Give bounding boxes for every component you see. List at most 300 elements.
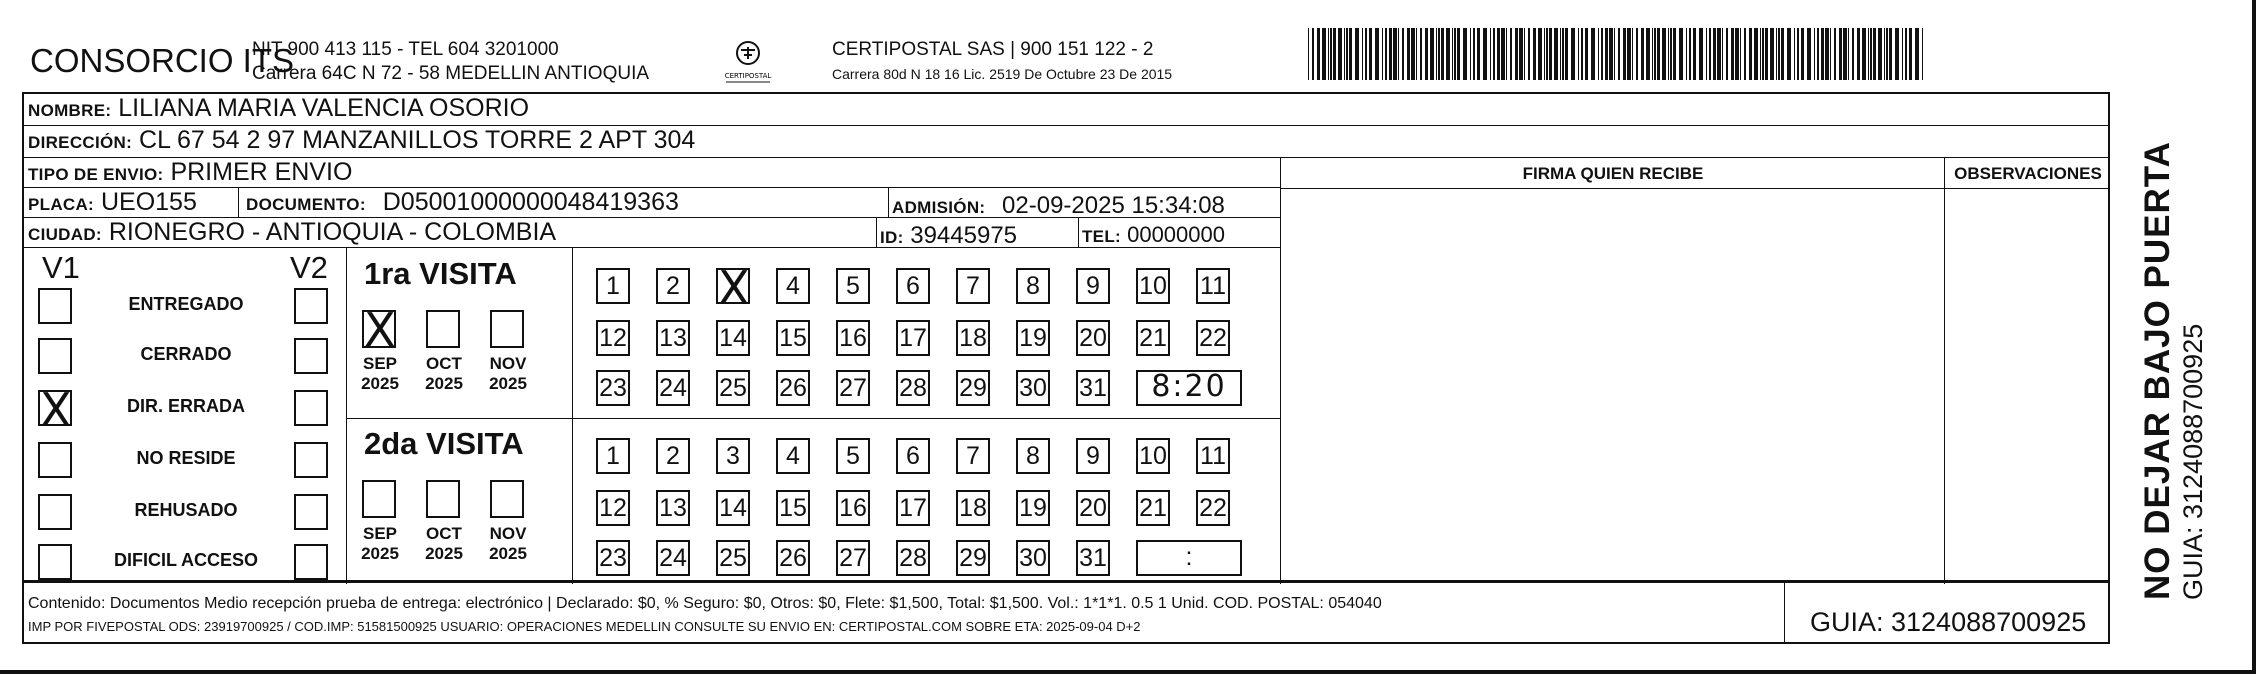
month-checkbox[interactable] [490,480,524,518]
placa-label: PLACA: [28,195,95,214]
day-box[interactable] [716,261,750,315]
barcode-bar [1915,28,1919,80]
barcode-bar [1385,28,1387,80]
year-label: 2025 [425,544,463,563]
barcode-bar [1524,28,1525,80]
day-box[interactable]: 27 [836,370,870,406]
month-label: OCT [426,354,462,373]
status-label: REHUSADO [134,500,238,520]
documento-value: D05001000000048419363 [382,188,679,216]
day-box[interactable]: 18 [956,490,990,526]
day-box[interactable]: 20 [1076,490,1110,526]
barcode-bar [1760,28,1761,80]
barcode-bar [1473,28,1475,80]
barcode-bar [1452,28,1453,80]
barcode-bar [1317,28,1320,80]
barcode-bar [1554,28,1558,80]
barcode-bar [1754,28,1758,80]
row-nombre [24,94,2108,126]
barcode-bar [1549,28,1552,80]
barcode-bar [1349,28,1352,80]
barcode-bar [1344,28,1345,80]
barcode-bar [1686,28,1687,80]
barcode-bar [1425,28,1428,80]
barcode-bar [1538,28,1542,80]
divider [1280,158,1281,584]
day-box[interactable]: 26 [776,370,810,406]
year-label: 2025 [425,374,463,393]
divider [238,188,239,218]
barcode-bar [1821,28,1824,80]
v2-checkbox[interactable] [294,338,328,374]
barcode-bar [1878,28,1882,80]
day-box[interactable]: 26 [776,540,810,576]
divider [346,418,1280,419]
barcode [1308,28,1930,80]
barcode-bar [1510,28,1512,80]
barcode-bar [1470,28,1471,80]
status-label: DIFICIL ACCESO [113,550,258,570]
day-box[interactable]: 5 [836,438,870,474]
day-box[interactable]: 22 [1196,320,1230,356]
ciudad-value: RIONEGRO - ANTIOQUIA - COLOMBIA [108,218,557,246]
barcode-bar [1909,28,1912,80]
year-label: 2025 [361,544,399,563]
v2-header: V2 [290,250,328,285]
header [0,0,2150,90]
barcode-bar [1693,28,1696,80]
barcode-bar [1375,28,1379,80]
form-table [22,92,2110,582]
barcode-bar [1477,28,1480,80]
barcode-bar [1562,28,1564,80]
day-box[interactable]: 4 [776,268,810,304]
day-box[interactable]: 31 [1076,540,1110,576]
month-label: SEP [362,354,398,373]
v2-checkbox[interactable] [294,390,328,426]
barcode-bar [1689,28,1691,80]
month-label: OCT [426,524,462,543]
barcode-bar [1787,28,1791,80]
company-address: Carrera 64C N 72 - 58 MEDELLIN ANTIOQUIA [252,63,650,84]
day-box[interactable]: 30 [1016,370,1050,406]
day-box[interactable]: 10 [1136,438,1170,474]
company-nit-tel: NIT 900 413 115 - TEL 604 3201000 [252,39,559,60]
day-box[interactable]: 1 [596,268,630,304]
day-box[interactable]: 7 [956,438,990,474]
svg-text:CERTIPOSTAL: CERTIPOSTAL [724,72,772,80]
divider [346,248,347,584]
barcode-bar [1744,28,1746,80]
barcode-bar [1493,28,1495,80]
barcode-bar [1338,28,1342,80]
day-box[interactable]: 31 [1076,370,1110,406]
barcode-bar [1713,28,1716,80]
barcode-bar [1797,28,1799,80]
time-value: : [1185,543,1193,571]
day-box[interactable]: 13 [656,320,690,356]
day-box[interactable]: 9 [1076,268,1110,304]
v2-checkbox[interactable] [294,494,328,530]
day-box[interactable]: 29 [956,370,990,406]
barcode-bar [1762,28,1764,80]
company-name: CONSORCIO ITS [30,42,295,79]
barcode-bar [1623,28,1626,80]
tel-cell [1082,222,1225,248]
x-mark: X [364,303,396,357]
barcode-bar [1312,28,1314,80]
month-label: NOV [489,354,527,373]
v1-checkbox[interactable] [38,288,72,324]
barcode-bar [1544,28,1545,80]
barcode-bar [1601,28,1603,80]
day-box[interactable]: 15 [776,320,810,356]
barcode-bar [1868,28,1869,80]
v2-checkbox[interactable] [294,544,328,580]
barcode-bar [1614,28,1615,80]
barcode-bar [1501,28,1505,80]
row-direccion [24,126,2108,158]
barcode-bar [1632,28,1633,80]
day-box[interactable]: 18 [956,320,990,356]
barcode-bar [1490,28,1491,80]
month-label: NOV [489,524,527,543]
no-dejar-warning: NO DEJAR BAJO PUERTA [2138,141,2177,600]
barcode-bar [1382,28,1383,80]
time-box[interactable] [1136,540,1242,576]
day-box[interactable]: 21 [1136,320,1170,356]
barcode-bar [1308,28,1309,80]
admision-label: ADMISIÓN: [892,198,986,217]
barcode-bar [1463,28,1467,80]
barcode-bar [1830,28,1831,80]
barcode-bar [1839,28,1842,80]
day-box[interactable]: 24 [656,540,690,576]
v1-checkbox[interactable] [38,494,72,530]
status-label: DIR. ERRADA [126,396,245,416]
barcode-bar [1393,28,1397,80]
day-box[interactable]: 19 [1016,490,1050,526]
day-box[interactable]: 13 [656,490,690,526]
barcode-bar [1533,28,1536,80]
barcode-bar [1636,28,1638,80]
day-box[interactable]: 16 [836,490,870,526]
divider [1944,158,1945,584]
barcode-bar [1402,28,1404,80]
day-box[interactable]: 2 [656,268,690,304]
day-box[interactable]: 8 [1016,268,1050,304]
day-box[interactable]: 25 [716,540,750,576]
barcode-bar [1581,28,1583,80]
footer-guia: GUIA: 3124088700925 [1810,607,2087,637]
day-box[interactable]: 11 [1196,268,1230,304]
barcode-bar [1862,28,1866,80]
barcode-bar [1430,28,1434,80]
barcode-bar [1843,28,1847,80]
barcode-bar [1726,28,1728,80]
day-box[interactable]: 7 [956,268,990,304]
barcode-bar [1870,28,1872,80]
barcode-bar [1807,28,1811,80]
barcode-bar [1483,28,1487,80]
barcode-bar [1578,28,1579,80]
barcode-bar [1902,28,1903,80]
barcode-bar [1627,28,1631,80]
barcode-bar [1362,28,1363,80]
tel-value: 00000000 [1127,222,1225,247]
barcode-bar [1407,28,1410,80]
barcode-bar [1398,28,1399,80]
divider [572,248,573,584]
placa-value: UEO155 [100,188,197,216]
month-checkbox[interactable] [490,310,524,348]
v1-checkbox[interactable] [38,383,72,437]
barcode-bar [1848,28,1849,80]
barcode-bar [1411,28,1415,80]
day-box[interactable]: 12 [596,320,630,356]
barcode-bar [1825,28,1829,80]
barcode-bar [1794,28,1795,80]
barcode-bar [1889,28,1892,80]
divider [888,188,889,218]
v1-header: V1 [42,250,80,285]
barcode-bar [1770,28,1774,80]
barcode-bar [1817,28,1819,80]
barcode-bar [1722,28,1723,80]
barcode-bar [1814,28,1815,80]
barcode-bar [1679,28,1683,80]
barcode-bar [1585,28,1588,80]
barcode-bar [1895,28,1899,80]
barcode-bar [1699,28,1703,80]
v2-checkbox[interactable] [294,288,328,324]
x-mark: X [40,383,72,437]
barcode-bar [1389,28,1392,80]
barcode-bar [1322,28,1326,80]
barcode-bar [1749,28,1752,80]
admision-cell [892,192,1225,220]
barcode-bar [1646,28,1650,80]
barcode-bar [1446,28,1450,80]
barcode-bar [1740,28,1741,80]
barcode-bar [1365,28,1367,80]
day-box[interactable]: 11 [1196,438,1230,474]
day-box[interactable]: 22 [1196,490,1230,526]
day-box[interactable]: 17 [896,320,930,356]
barcode-bar [1673,28,1676,80]
barcode-bar [1519,28,1523,80]
day-box[interactable]: 8 [1016,438,1050,474]
barcode-bar [1609,28,1613,80]
day-box[interactable]: 1 [596,438,630,474]
company-info [252,38,649,86]
day-box[interactable]: 6 [896,268,930,304]
day-box[interactable]: 5 [836,268,870,304]
documento-label: DOCUMENTO: [246,195,366,214]
barcode-bar [1706,28,1707,80]
divider [1280,188,2110,189]
barcode-bar [1441,28,1444,80]
month-checkbox[interactable] [362,303,396,357]
id-value: 39445975 [910,222,1018,249]
barcode-bar [1330,28,1332,80]
observaciones-header: OBSERVACIONES [1954,164,2102,183]
x-mark: X [718,261,750,315]
day-box[interactable]: 23 [596,540,630,576]
barcode-bar [1834,28,1836,80]
divider [876,218,877,248]
day-box[interactable]: 24 [656,370,690,406]
documento-cell [242,188,679,218]
barcode-bar [1641,28,1644,80]
day-box[interactable]: 17 [896,490,930,526]
barcode-bar [1457,28,1460,80]
barcode-bar [1571,28,1575,80]
day-box[interactable]: 12 [596,490,630,526]
footer-print-info: IMP POR FIVEPOSTAL ODS: 23919700925 / COD.IMP: 51581500925 USUARIO: OPERACIONES MEDELLIN CONSULTE SU ENVIO EN: CERTIPOSTAL.COM SOBRE ETA: 2025-09-04 D+2 [28,619,1141,634]
day-box[interactable]: 28 [896,370,930,406]
day-box[interactable]: 20 [1076,320,1110,356]
barcode-bar [1652,28,1653,80]
divider [1078,218,1079,248]
day-box[interactable]: 23 [596,370,630,406]
day-box[interactable]: 25 [716,370,750,406]
year-label: 2025 [489,544,527,563]
day-box[interactable]: 16 [836,320,870,356]
barcode-bar [1369,28,1372,80]
barcode-bar [1852,28,1854,80]
barcode-bar [1717,28,1721,80]
v2-checkbox[interactable] [294,442,328,478]
day-box[interactable]: 28 [896,540,930,576]
time-box[interactable] [1136,370,1242,406]
barcode-bar [1420,28,1422,80]
barcode-bar [1598,28,1599,80]
v1-checkbox[interactable] [38,544,72,580]
tipo-envio-value: PRIMER ENVIO [170,158,353,186]
day-box[interactable]: 10 [1136,268,1170,304]
day-box[interactable]: 14 [716,320,750,356]
barcode-bar [1355,28,1359,80]
barcode-bar [1438,28,1440,80]
footer-contents: Contenido: Documentos Medio recepción prueba de entrega: electrónico | Declarado: $0, % Seguro: $0, Otros: $0, Flete: $1,500, Total: $1,500. Vol.: 1*1*1. 0.5 1 Unid. COD. POSTAL: 054040 [28,595,1382,612]
nombre-label: NOMBRE: [28,101,112,120]
admision-value: 02-09-2025 15:34:08 [1002,192,1225,219]
direccion-value: CL 67 54 2 97 MANZANILLOS TORRE 2 APT 304 [139,126,696,154]
footer-box [22,582,2110,644]
barcode-bar [1731,28,1734,80]
barcode-bar [1654,28,1656,80]
time-value: 8:20 [1151,369,1227,404]
day-box[interactable]: 29 [956,540,990,576]
v1-checkbox[interactable] [38,442,72,478]
barcode-bar [1328,28,1329,80]
day-box[interactable]: 6 [896,438,930,474]
day-box[interactable]: 2 [656,438,690,474]
barcode-bar [1873,28,1876,80]
barcode-bar [1662,28,1666,80]
day-box[interactable]: 3 [716,438,750,474]
barcode-bar [1778,28,1780,80]
barcode-bar [1857,28,1860,80]
barcode-bar [1546,28,1548,80]
side-guia: GUIA: 3124088700925 [2178,323,2208,600]
day-box[interactable]: 15 [776,490,810,526]
year-label: 2025 [489,374,527,393]
id-cell [880,222,1017,250]
row-tipo-envio [24,158,1280,188]
year-label: 2025 [361,374,399,393]
certipostal-logo [718,36,778,86]
direccion-label: DIRECCIÓN: [28,133,133,152]
status-label: NO RESIDE [136,448,236,468]
barcode-bar [1922,28,1923,80]
barcode-bar [1905,28,1907,80]
barcode-bar [1670,28,1672,80]
visit-title: 1ra VISITA [364,256,517,291]
side-vertical-text [2138,141,2208,600]
barcode-bar [1591,28,1595,80]
tel-label: TEL: [1082,227,1121,246]
id-label: ID: [880,228,904,247]
ciudad-label: CIUDAD: [28,225,102,244]
month-checkbox[interactable] [362,480,396,518]
month-checkbox[interactable] [426,310,460,348]
barcode-bar [1776,28,1777,80]
firma-header: FIRMA QUIEN RECIBE [1522,164,1704,183]
courier-name-nit: CERTIPOSTAL SAS | 900 151 122 - 2 [832,39,1154,60]
barcode-bar [1765,28,1768,80]
barcode-bar [1781,28,1784,80]
day-box[interactable]: 4 [776,438,810,474]
courier-license: Carrera 80d N 18 16 Lic. 2519 De Octubre 23 De 2015 [832,66,1173,82]
barcode-bar [1735,28,1739,80]
day-box[interactable]: 27 [836,540,870,576]
day-box[interactable]: 19 [1016,320,1050,356]
barcode-bar [1436,28,1437,80]
v1-checkbox[interactable] [38,338,72,374]
day-box[interactable]: 9 [1076,438,1110,474]
barcode-bar [1560,28,1561,80]
barcode-bar [1709,28,1711,80]
courier-info [832,38,1172,86]
barcode-bar [1497,28,1500,80]
day-box[interactable]: 14 [716,490,750,526]
barcode-bar [1605,28,1608,80]
status-label: CERRADO [140,344,232,364]
barcode-bar [1515,28,1518,80]
barcode-bar [1884,28,1885,80]
barcode-bar [1528,28,1530,80]
barcode-bar [1618,28,1620,80]
barcode-bar [1886,28,1888,80]
barcode-bar [1333,28,1336,80]
barcode-bar [1668,28,1669,80]
barcode-bar [1454,28,1456,80]
day-box[interactable]: 21 [1136,490,1170,526]
visit-title: 2da VISITA [364,426,524,461]
barcode-bar [1801,28,1804,80]
barcode-bar [1506,28,1507,80]
month-checkbox[interactable] [426,480,460,518]
day-box[interactable]: 30 [1016,540,1050,576]
barcode-bar [1565,28,1568,80]
tipo-envio-label: TIPO DE ENVIO: [28,165,164,184]
nombre-value: LILIANA MARIA VALENCIA OSORIO [118,94,530,122]
barcode-bar [1416,28,1417,80]
month-label: SEP [362,524,398,543]
barcode-bar [1657,28,1660,80]
